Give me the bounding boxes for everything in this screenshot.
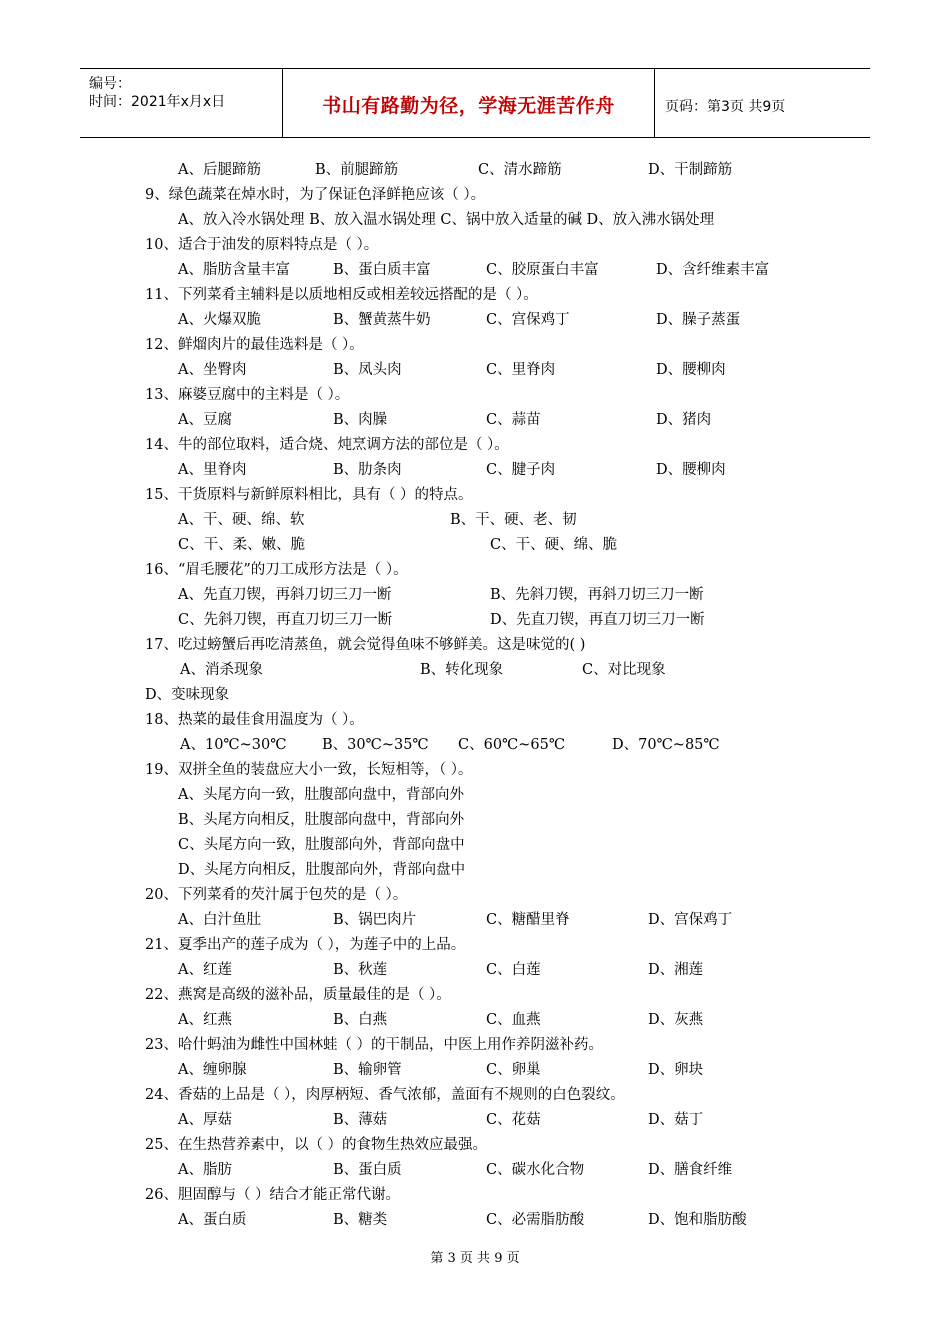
question-text: 9、绿色蔬菜在焯水时，为了保证色泽鲜艳应该（ ）。 [145,187,486,203]
answer-option: C、必需脂肪酸 [486,1212,585,1228]
question-text: 10、适合于油发的原料特点是（ ）。 [145,237,379,253]
answer-option: D、饱和脂肪酸 [648,1212,747,1228]
answer-option: B、锅巴肉片 [333,912,417,928]
question-text: 20、下列菜肴的芡汁属于包芡的是（ ）。 [145,887,408,903]
answer-option: D、70℃~85℃ [612,737,720,753]
answer-option: D、猪肉 [656,412,712,428]
answer-option: A、脂肪 [178,1162,232,1178]
answer-option: B、30℃~35℃ [322,737,429,753]
motto-text: 书山有路勤为径，学海无涯苦作舟 [322,95,615,117]
answer-option: D、宫保鸡丁 [648,912,733,928]
answer-option: A、放入冷水锅处理 B、放入温水锅处理 C、锅中放入适量的碱 D、放入沸水锅处理 [178,212,715,228]
answer-option: D、腰柳肉 [656,362,726,378]
answer-option: C、糖醋里脊 [486,912,570,928]
question-text: 11、下列菜肴主辅料是以质地相反或相差较远搭配的是（ ）。 [145,287,538,303]
answer-option: A、里脊肉 [178,462,247,478]
answer-option: A、先直刀锲，再斜刀切三刀一断 [178,587,392,603]
question-text: 21、夏季出产的莲子成为（ ），为莲子中的上品。 [145,937,466,953]
answer-option: C、腱子肉 [486,462,556,478]
answer-option: C、碳水化合物 [486,1162,585,1178]
answer-option: C、60℃~65℃ [458,737,566,753]
answer-option: A、厚菇 [178,1112,232,1128]
date-label: 时间：2021年x月x日 [89,94,226,110]
question-text: 22、燕窝是高级的滋补品，质量最佳的是（ ）。 [145,987,451,1003]
answer-option: C、先斜刀锲，再直刀切三刀一断 [178,612,393,628]
answer-option: C、宫保鸡丁 [486,312,570,328]
answer-option: C、干、硬、绵、脆 [490,537,618,553]
answer-option: C、对比现象 [582,662,666,678]
answer-option: A、白汁鱼肚 [178,912,261,928]
answer-option: D、头尾方向相反，肚腹部向外，背部向盘中 [178,862,466,878]
question-text: 23、哈什蚂油为雌性中国林蛙（ ）的干制品，中医上用作养阴滋补药。 [145,1037,604,1053]
answer-option: C、蒜苗 [486,412,541,428]
answer-option: A、蛋白质 [178,1212,247,1228]
page-footer: 第 3 页 共 9 页 [430,1251,520,1266]
answer-option: B、干、硬、老、韧 [450,512,577,528]
answer-option: C、花菇 [486,1112,541,1128]
answer-option: C、清水蹄筋 [478,162,562,178]
answer-option: C、干、柔、嫩、脆 [178,537,306,553]
answer-option: C、卵巢 [486,1062,541,1078]
answer-option: C、血燕 [486,1012,541,1028]
answer-option: A、消杀现象 [180,662,263,678]
answer-option: B、前腿蹄筋 [315,162,399,178]
number-label: 编号： [89,76,131,92]
answer-option: A、缠卵腺 [178,1062,247,1078]
answer-option: A、红莲 [178,962,232,978]
answer-option: D、先直刀锲，再直刀切三刀一断 [490,612,705,628]
question-text: 13、麻婆豆腐中的主料是（ ）。 [145,387,350,403]
answer-option: B、薄菇 [333,1112,388,1128]
answer-option: A、干、硬、绵、软 [178,512,305,528]
answer-option: A、脂肪含量丰富 [178,262,290,278]
answer-option: B、蟹黄蒸牛奶 [333,312,431,328]
answer-option: B、输卵管 [333,1062,402,1078]
answer-option: B、凤头肉 [333,362,402,378]
question-text: 25、在生热营养素中，以（ ）的食物生热效应最强。 [145,1137,488,1153]
answer-option: A、后腿蹄筋 [178,162,261,178]
answer-option: B、蛋白质丰富 [333,262,431,278]
answer-option: D、臊子蒸蛋 [656,312,741,328]
page-info: 页码：第3页 共9页 [665,99,786,115]
answer-option: D、菇丁 [648,1112,704,1128]
answer-option: D、湘莲 [648,962,704,978]
answer-option: B、糖类 [333,1212,388,1228]
answer-option: D、膳食纤维 [648,1162,733,1178]
answer-option: C、白莲 [486,962,541,978]
answer-option: B、秋莲 [333,962,388,978]
answer-option: B、转化现象 [420,662,504,678]
question-text: 18、热菜的最佳食用温度为（ ）。 [145,712,364,728]
question-text: D、变味现象 [145,687,230,703]
answer-option: B、白燕 [333,1012,388,1028]
answer-option: D、灰燕 [648,1012,704,1028]
answer-option: B、先斜刀锲，再斜刀切三刀一断 [490,587,704,603]
question-text: 26、胆固醇与（ ）结合才能正常代谢。 [145,1187,401,1203]
answer-option: A、豆腐 [178,412,232,428]
answer-option: A、头尾方向一致，肚腹部向盘中，背部向外 [178,787,464,803]
question-text: 15、干货原料与新鲜原料相比，具有（ ）的特点。 [145,487,473,503]
question-text: 24、香菇的上品是（ ），肉厚柄短、香气浓郁，盖面有不规则的白色裂纹。 [145,1087,625,1103]
question-text: 17、吃过螃蟹后再吃清蒸鱼，就会觉得鱼味不够鲜美。这是味觉的( ) [145,637,586,653]
answer-option: D、干制蹄筋 [648,162,733,178]
answer-option: A、火爆双脆 [178,312,261,328]
answer-option: A、坐臀肉 [178,362,247,378]
answer-option: D、卵块 [648,1062,704,1078]
answer-option: D、含纤维素丰富 [656,262,770,278]
answer-option: A、红燕 [178,1012,232,1028]
question-text: 12、鲜熘肉片的最佳选料是（ ）。 [145,337,364,353]
question-text: 16、“眉毛腰花”的刀工成形方法是（ ）。 [145,562,408,578]
answer-option: B、肉臊 [333,412,388,428]
question-text: 19、双拼全鱼的装盘应大小一致，长短相等，（ ）。 [145,762,473,778]
answer-option: B、蛋白质 [333,1162,402,1178]
question-text: 14、牛的部位取料，适合烧、炖烹调方法的部位是（ ）。 [145,437,509,453]
answer-option: A、10℃~30℃ [180,737,287,753]
answer-option: B、肋条肉 [333,462,402,478]
answer-option: C、胶原蛋白丰富 [486,262,599,278]
answer-option: D、腰柳肉 [656,462,726,478]
answer-option: B、头尾方向相反，肚腹部向盘中，背部向外 [178,812,465,828]
answer-option: C、里脊肉 [486,362,556,378]
answer-option: C、头尾方向一致，肚腹部向外，背部向盘中 [178,837,465,853]
